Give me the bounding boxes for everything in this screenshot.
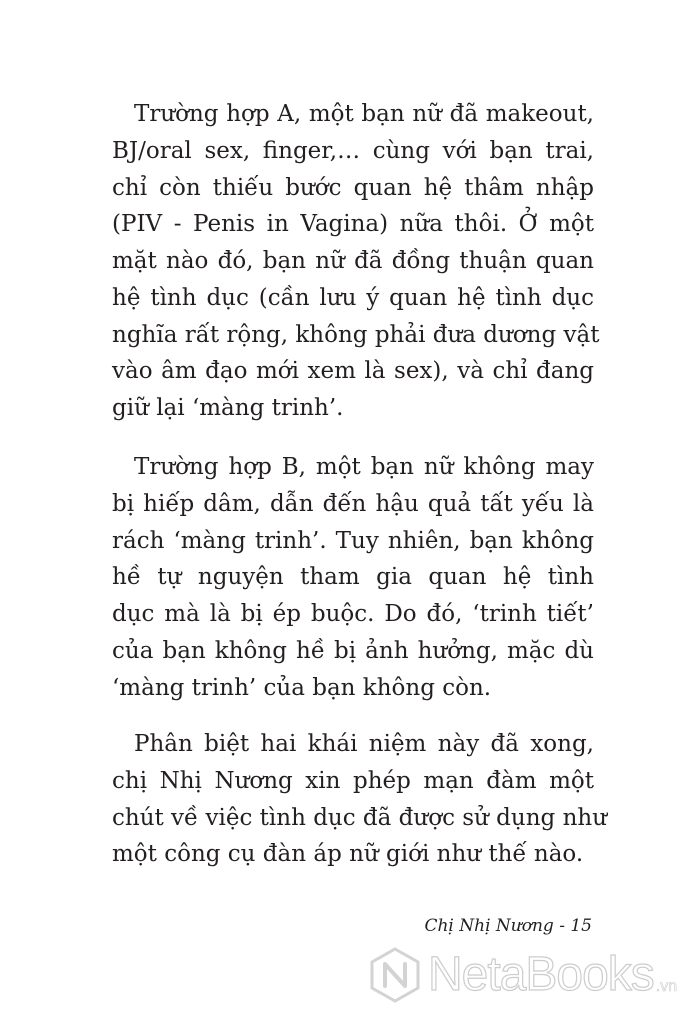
text-line: giữ lại ‘màng trinh’. (112, 395, 344, 421)
watermark (366, 946, 677, 1004)
text-line: bị hiếp dâm, dẫn đến hậu quả tất yếu là (112, 490, 594, 517)
text-line: ‘màng trinh’ của bạn không còn. (112, 674, 492, 701)
text-line: nghĩa rất rộng, không phải đưa dương vật (112, 321, 600, 348)
text-line: BJ/oral sex, finger,… cùng với bạn trai, (112, 137, 594, 164)
text-line: của bạn không hề bị ảnh hưởng, mặc dù (112, 637, 594, 664)
page-footer: Chị Nhị Nương - 15 (424, 916, 592, 936)
text-line: hề tự nguyện tham gia quan hệ tình (112, 564, 594, 591)
text-line: Trường hợp A, một bạn nữ đã makeout, (134, 101, 594, 127)
paragraph-case-a (112, 96, 600, 427)
text-line: Phân biệt hai khái niệm này đã xong, (134, 731, 594, 757)
text-line: (PIV - Penis in Vagina) nữa thôi. Ở một (112, 211, 594, 238)
paragraph-case-b (112, 449, 594, 706)
watermark-suffix: .vn (655, 978, 678, 995)
text-line: Trường hợp B, một bạn nữ không may (134, 454, 594, 480)
text-line: chị Nhị Nương xin phép mạn đàm một (112, 767, 594, 794)
text-line: dục mà là bị ép buộc. Do đó, ‘trinh tiết’ (112, 601, 594, 627)
text-line: hệ tình dục (cần lưu ý quan hệ tình dục (112, 284, 594, 311)
text-line: rách ‘màng trinh’. Tuy nhiên, bạn không (112, 527, 594, 554)
watermark-brand: NetaBooks (428, 948, 654, 1001)
text-line: chỉ còn thiếu bước quan hệ thâm nhập (112, 174, 594, 201)
paragraph-conclusion (112, 726, 608, 873)
text-line: mặt nào đó, bạn nữ đã đồng thuận quan (112, 248, 594, 274)
text-line: chút về việc tình dục đã được sử dụng như (112, 804, 608, 831)
text-line: một công cụ đàn áp nữ giới như thế nào. (112, 841, 584, 868)
text-line: vào âm đạo mới xem là sex), và chỉ đang (112, 358, 594, 385)
n-logo-icon (366, 946, 424, 1004)
